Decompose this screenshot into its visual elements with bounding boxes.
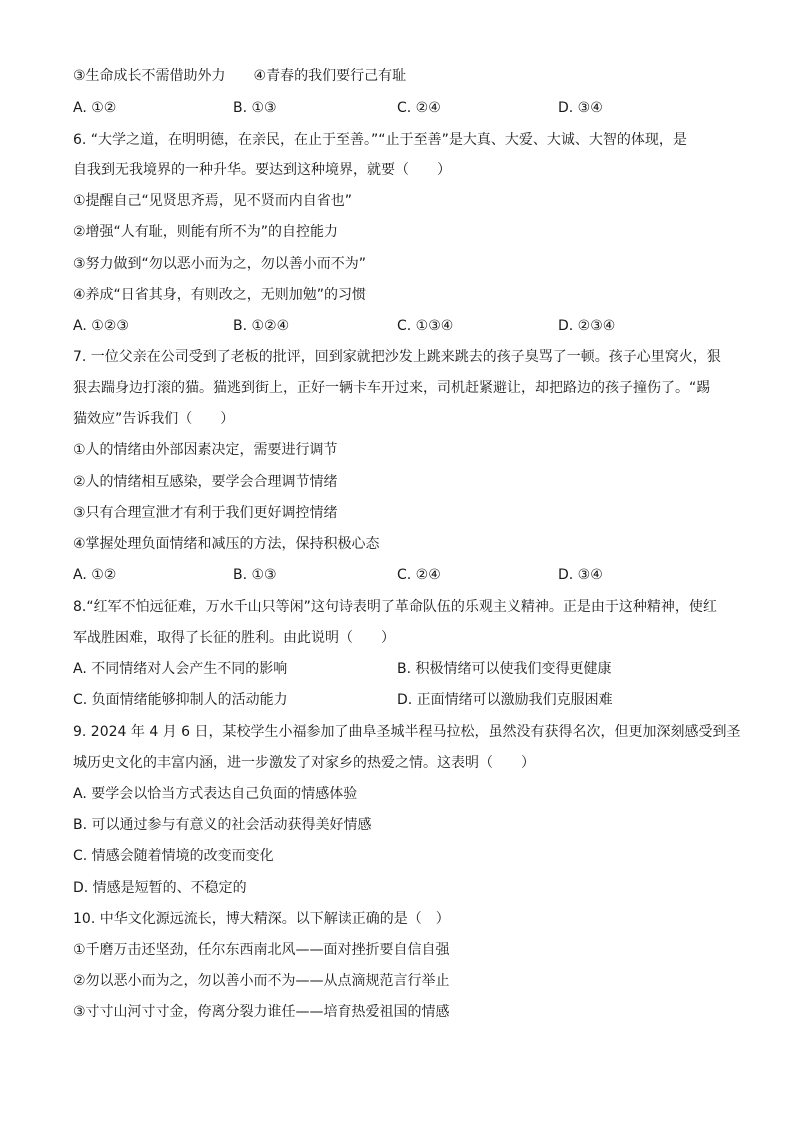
q10-statement-2: ②勿以恶小而为之，勿以善小而不为——从点滴规范言行举止 — [73, 973, 450, 989]
q10-statement-1: ①千磨万击还坚劲，任尔东西南北风——面对挫折要自信自强 — [73, 942, 450, 958]
q7-stem-line-3: 猫效应”告诉我们（ ） — [73, 411, 235, 427]
q6-statement-3: ③努力做到“勿以恶小而为之，勿以善小而不为” — [73, 256, 367, 272]
q7-option-b[interactable]: B. ①③ — [233, 567, 277, 583]
q8-stem-line-2: 军战胜困难，取得了长征的胜利。由此说明（ ） — [73, 630, 395, 646]
q6-statement-2: ②增强“人有耻，则能有所不为”的自控能力 — [73, 224, 339, 240]
q7-statement-1: ①人的情绪由外部因素决定，需要进行调节 — [73, 442, 338, 458]
q9-option-d[interactable]: D. 情感是短暂的、不稳定的 — [73, 880, 247, 896]
q7-option-c[interactable]: C. ②④ — [397, 567, 441, 583]
q8-option-d[interactable]: D. 正面情绪可以激励我们克服困难 — [397, 692, 613, 708]
q5-option-d[interactable]: D. ③④ — [558, 100, 603, 116]
q8-option-a[interactable]: A. 不同情绪对人会产生不同的影响 — [73, 661, 288, 677]
q7-option-a[interactable]: A. ①② — [73, 567, 117, 583]
q8-stem-line-1: 8.“红军不怕远征难，万水千山只等闲”这句诗表明了革命队伍的乐观主义精神。正是由于这种精神，使红 — [73, 599, 717, 615]
q5-option-a[interactable]: A. ①② — [73, 100, 117, 116]
q7-statement-4: ④掌握处理负面情绪和减压的方法，保持积极心态 — [73, 536, 380, 552]
q6-option-c[interactable]: C. ①③④ — [397, 318, 454, 334]
q6-stem-line-2: 自我到无我境界的一种升华。要达到这种境界，就要（ ） — [73, 162, 451, 178]
q6-option-b[interactable]: B. ①②④ — [233, 318, 290, 334]
q8-option-b[interactable]: B. 积极情绪可以使我们变得更健康 — [397, 661, 612, 677]
q6-statement-4: ④养成“日省其身，有则改之，无则加勉”的习惯 — [73, 287, 367, 303]
q9-option-c[interactable]: C. 情感会随着情境的改变而变化 — [73, 848, 274, 864]
q7-option-d[interactable]: D. ③④ — [558, 567, 603, 583]
q6-option-a[interactable]: A. ①②③ — [73, 318, 129, 334]
q7-stem-line-1: 7. 一位父亲在公司受到了老板的批评，回到家就把沙发上跳来跳去的孩子臭骂了一顿。孩子心里窝火，狠 — [73, 349, 721, 365]
q8-option-c[interactable]: C. 负面情绪能够抑制人的活动能力 — [73, 692, 288, 708]
q7-stem-line-2: 狠去踹身边打滚的猫。猫逃到街上，正好一辆卡车开过来，司机赶紧避让，却把路边的孩子撞伤了。“踢 — [73, 380, 711, 396]
q9-option-b[interactable]: B. 可以通过参与有意义的社会活动获得美好情感 — [73, 817, 372, 833]
q5-option-b[interactable]: B. ①③ — [233, 100, 277, 116]
q5-option-c[interactable]: C. ②④ — [397, 100, 441, 116]
q6-stem-line-1: 6. “大学之道，在明明德，在亲民，在止于至善。”“止于至善”是大真、大爱、大诚、大智的体现，是 — [73, 132, 687, 148]
q10-stem-line-1: 10. 中华文化源远流长，博大精深。以下解读正确的是（ ） — [73, 911, 450, 927]
q9-option-a[interactable]: A. 要学会以恰当方式表达自己负面的情感体验 — [73, 786, 358, 802]
q6-option-d[interactable]: D. ②③④ — [558, 318, 616, 334]
q9-stem-line-1: 9. 2024 年 4 月 6 日，某校学生小福参加了曲阜圣城半程马拉松，虽然没有获得名次，但更加深刻感受到圣 — [73, 724, 741, 740]
q9-stem-line-2: 城历史文化的丰富内涵，进一步激发了对家乡的热爱之情。这表明（ ） — [73, 755, 535, 771]
q6-statement-1: ①提醒自己“见贤思齐焉，见不贤而内自省也” — [73, 193, 353, 209]
q7-statement-2: ②人的情绪相互感染，要学会合理调节情绪 — [73, 474, 338, 490]
q10-statement-3: ③寸寸山河寸寸金，侉离分裂力谁任——培育热爱祖国的情感 — [73, 1004, 450, 1020]
q7-statement-3: ③只有合理宣泄才有利于我们更好调控情绪 — [73, 505, 338, 521]
q5-statement-line: ③生命成长不需借助外力 ④青春的我们要行己有耻 — [73, 68, 407, 84]
